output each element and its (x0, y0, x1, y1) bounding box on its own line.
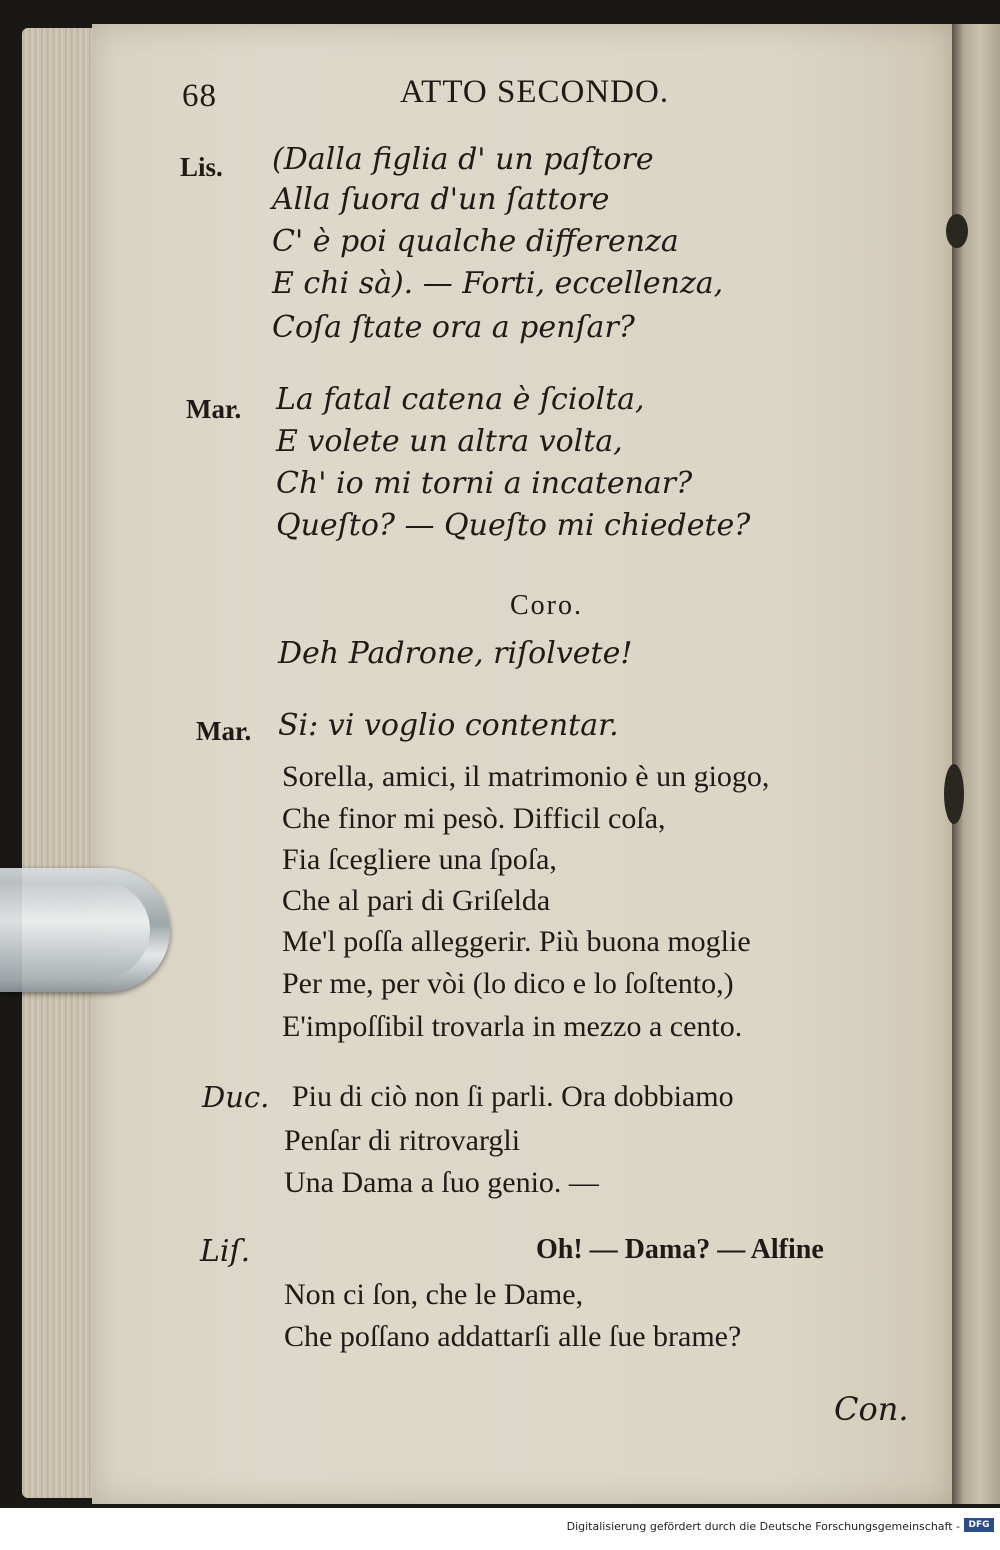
verse-line: Che finor mi pesò. Difficil coſa, (282, 802, 666, 835)
facing-page-edge (952, 24, 1000, 1504)
verse-line: Oh! — Dama? — Alfine (536, 1234, 824, 1265)
footer-credit: Digitalisierung gefördert durch die Deutsche Forschungsgemeinschaft - (566, 1520, 960, 1533)
digitization-footer (0, 1508, 1000, 1550)
verse-line: Che al pari di Griſelda (282, 884, 551, 917)
speaker-label: Liſ. (200, 1234, 251, 1269)
speaker-label: Mar. (196, 716, 252, 746)
verse-line: Una Dama a ſuo genio. — (284, 1166, 599, 1199)
verse-line: Che poſſano addattarſi alle ſue brame? (284, 1320, 742, 1353)
dfg-logo: DFG (964, 1518, 994, 1532)
verse-line: Sorella, amici, il matrimonio è un giogo, (282, 760, 770, 793)
verse-line: Per me, per vòi (lo dico e lo ſoſtento,) (282, 967, 734, 1000)
speaker-label: Lis. (180, 152, 223, 182)
verse-line: Non ci ſon, che le Dame, (284, 1278, 584, 1311)
page-number: 68 (182, 78, 217, 114)
verse-line: Me'l poſſa alleggerir. Più buona moglie (282, 925, 751, 958)
verse-line: Fia ſcegliere una ſpoſa, (282, 843, 557, 876)
speaker-label: Mar. (186, 394, 242, 424)
speaker-label: Duc. (202, 1080, 270, 1114)
verse-line: La fatal catena è ſciolta, (276, 382, 645, 417)
page-clip (0, 868, 170, 992)
verse-line: Deh Padrone, riſolvete! (278, 636, 633, 671)
verse-line: Coſa ſtate ora a penſar? (272, 310, 635, 345)
verse-line: Queſto? — Queſto mi chiedete? (276, 508, 751, 543)
page-tear (946, 214, 968, 248)
verse-line: E volete un altra volta, (276, 424, 623, 459)
verse-line: C' è poi qualche differenza (272, 224, 679, 259)
running-head: ATTO SECONDO. (400, 74, 670, 110)
speaker-label: Coro. (510, 590, 583, 621)
verse-line: E chi sà). — Forti, eccellenza, (272, 266, 724, 301)
verse-line: Si: vi voglio contentar. (278, 708, 619, 743)
verse-line: E'impoſſibil trovarla in mezzo a cento. (282, 1010, 743, 1043)
verse-line: Ch' io mi torni a incatenar? (276, 466, 693, 501)
verse-line: (Dalla figlia d' un paſtore (272, 142, 654, 177)
verse-line: Piu di ciò non ſi parli. Ora dobbiamo (292, 1080, 734, 1113)
catchword: Con. (834, 1390, 909, 1428)
page-tear (944, 764, 964, 824)
verse-line: Penſar di ritrovargli (284, 1124, 521, 1157)
verse-line: Alla ſuora d'un ſattore (272, 182, 610, 217)
